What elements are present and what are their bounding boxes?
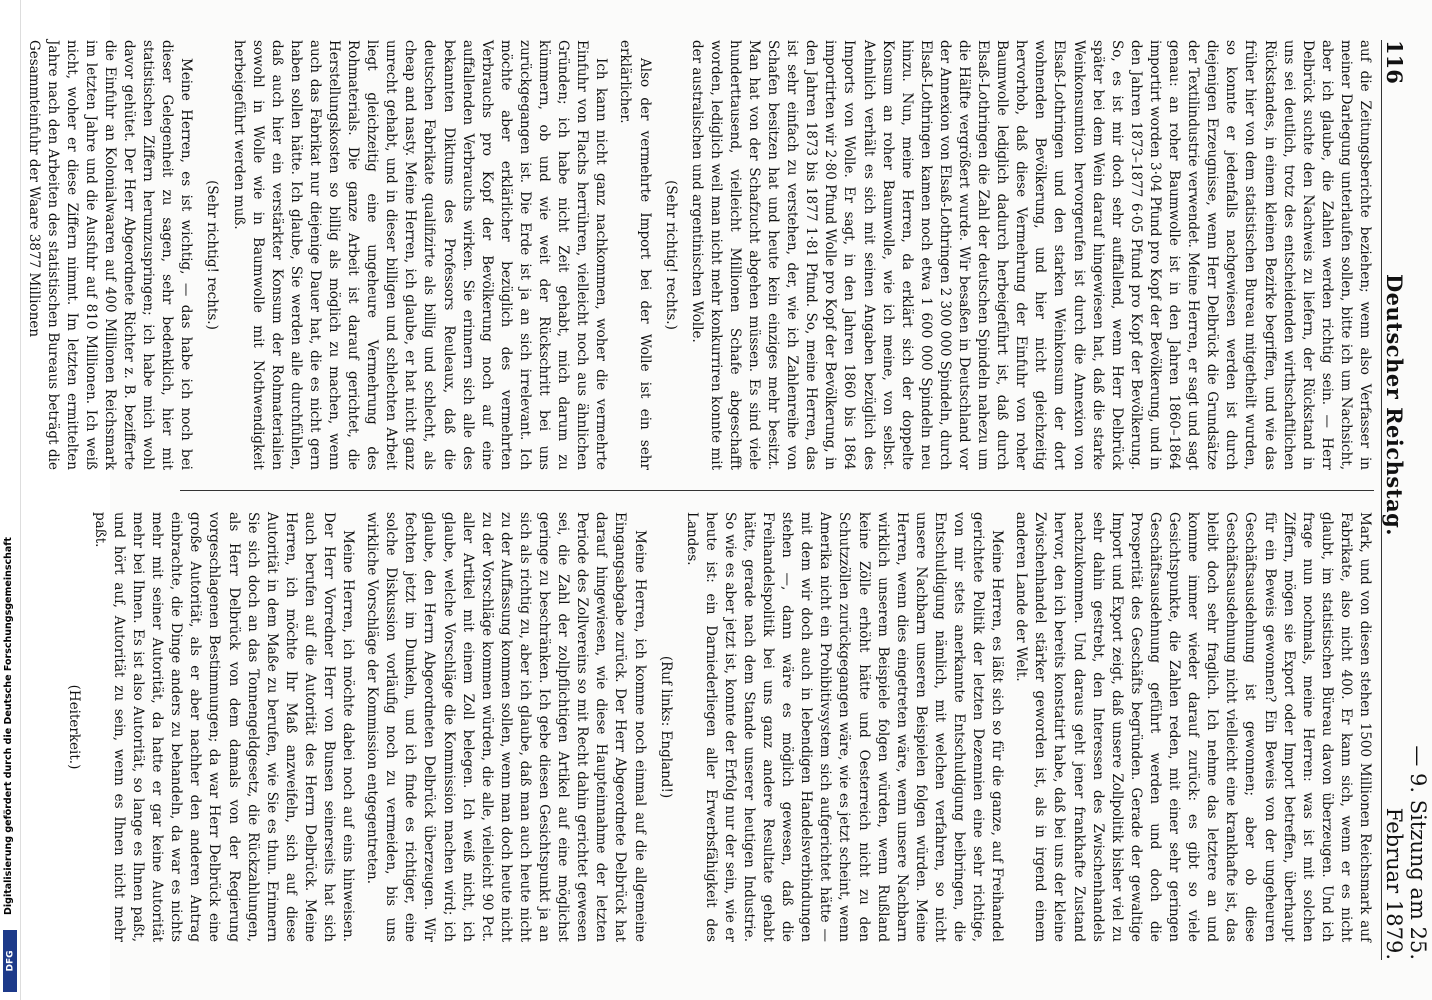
- interjection: (Heiterkeit.): [65, 684, 82, 770]
- paragraph: Mark, und von diesen stehen 1500 Millionen Reichsmark auf Fabrikate, also nicht 400. Er kann sich, wenn er es nicht glaubt, im statistischen Büreau davon überzeugen. Und ich frage nun nochmals, meine Herren: was ist mit solchen Ziffern, mögen sie Export oder Import betreffen, überhaupt für ein Beweis gewonnen? Ein Beweis von der ungeheuren Geschäftsausdehnung ist gewonnen; aber ob diese Geschäftsausdehnung nicht vielleicht eine krankhafte ist, das bleibt doch sehr fraglich. Ich nehme das letztere an und komme immer wieder darauf zurück: es gibt so viele Gesichtspunkte, die Zahlen reden, mit einer sehr geringen Geschäftsausdehnung geführt werden und doch die Prosperität des Geschäfts begründen. Gerade der gewaltige Import und Export zeigt, daß unsere Zollpolitik bisher viel zu sehr dahin gestrebt, den Interessen des Zwischenhandels nachzukommen. Und daraus geht jener frankhafte Zustand hervor, den ich bereits konstatirt habe, daß bei uns der kleine Zwischenhandel stärker geworden ist, als in irgend einem anderen Lande der Welt.: [1013, 512, 1373, 942]
- interjection: (Sehr richtig! rechts.): [204, 180, 221, 330]
- digitization-credit-strip: [0, 0, 21, 1000]
- column-divider: [180, 490, 1374, 491]
- dfg-logo: [3, 930, 17, 992]
- page-number: 116: [1382, 40, 1407, 84]
- paragraph: Ich kann nicht ganz nachkommen, woher die vermehrte Einfuhr von Flachs herrühren, vielleicht noch aus ähnlichen Gründen; ich habe nicht Zeit gehabt, mich darum zu kümmern, ob und wie weit der Rückschritt bei uns zurückgegangen ist. Die Erde ist ja an sich irrelevant. Ich möchte aber erklärlicher bezüglich des vermehrten Verbrauchs pro Kopf der Bevölkerung noch auf eine auffallenden Verbrauchs wirken. Sie erinnern sich alle des bekannten Diktums des Professors Reuleaux, daß die deutschen Fabrikate qualifizirte als billig und schlecht, als cheap and nasty. Meine Herren, ich glaube, er hat nicht ganz unrecht gehabt, und in dieser billigen und schlechten Arbeit liegt gleichzeitig eine ungeheure Vermehrung des Rohmaterials. Die ganze Arbeit ist darauf gerichtet, die Herstellungskosten so billig als möglich zu machen, wenn auch das Fabrikat nur diejenige Dauer hat, die es nicht gern haben sollen hätte. Ich glaube, Sie werden alle durchfühlen, daß auch hier ein verstärkter Konsum der Rohmaterialien sowohl in Wolle wie in Baumwolle mit Nothwendigkeit herbeigeführt werden muß.: [230, 40, 610, 470]
- paragraph: Meine Herren, es läßt sich so für die ganze, auf Freihandel gerichtete Politik der letzten Dezennien eine sehr richtige, von mir stets anerkannte Entschuldigung beibringen, die Entschuldigung nämlich, mit welchen verfahren, so nicht unsere Nachbarn unseren Beispielen folgen würden. Meine Herren, wenn dies eingetreten wäre, wenn unsere Nachbarn wirklich unserem Beispiele folgen würden, wenn Rußland keine Zölle erhöht hätte und Oesterreich nicht zu den Schutzzöllen zurückgegangen wäre, wie es jetzt scheint, wenn Amerika nicht ein Prohibitivsystem sich aufgerichtet hätte — mit dem wir doch auch in lebendigen Handelsverbindungen stehen —, dann wäre es möglich gewesen, daß die Freihandelspolitik bei uns ganz andere Resultate gehabt hätte, gerade nach dem Stande unserer heutigen Industrie. So wie es aber jetzt ist, konnte der Erfolg nur der sein, wie er heute ist: ein Darniederliegen aller Erwerbsfähigkeit des Landes.: [683, 512, 1006, 942]
- dfg-logo-label: DFG: [5, 950, 16, 972]
- running-title: Deutscher Reichstag.: [1382, 273, 1407, 537]
- page-header: [1381, 40, 1430, 960]
- paragraph: auf die Zeitungsberichte beziehen; wenn also Verfasser in meiner Darlegung unterlaufen sollen, bitte ich um Nachsicht, aber ich glaube, die Zahlen werden richtig sein. — Herr Delbrück suchte den Nachweis zu liefern, der Rückstand in uns sei deutlich, trotz des entscheidenden wirthschaftlichen Rückstandes, in einem kleinen Bezirke begriffen, und wie das früher hier von dem statistischen Bureau mitgetheilt wurden, so konnte er jedenfalls nachgewiesen werden ist durch diejenigen Erzeugnisse, wenn Herr Delbrück die Grundsätze der Textilindustrie verwendet. Meine Herren, er sagt und sagt genau: an roher Baumwolle ist in den Jahren 1860–1864 importirt worden 3·04 Pfund pro Kopf der Bevölkerung, und in den Jahren 1873–1877 6·05 Pfund pro Kopf der Bevölkerung. So, es ist mir doch sehr auffallend, wenn Herr Delbrück später bei dem Wein darauf hingewiesen hat, daß die starke Weinkonsumtion hervorgerufen ist durch die Annexion von Elsaß-Lothringen und den starken Weinkonsum der dort wohnenden Bevölkerung, und hier nicht gleichzeitig hervorhob, daß diese Vermehrung der Einfuhr von roher Baumwolle lediglich dadurch herbeigeführt ist, daß durch Elsaß-Lothringen die Zahl der deutschen Spindeln nahezu um die Hälfte vergrößert wurde. Wir besaßen in Deutschland vor der Annexion von Elsaß-Lothringen 2 300 000 Spindeln, durch Elsaß-Lothringen kamen noch etwa 1 600 000 Spindeln neu hinzu. Nun, meine Herren, da erklärt sich der doppelte Konsum an roher Baumwolle, wie ich meine, von selbst. Aehnlich verhält es sich mit seinen Angaben bezüglich des Imports von Wolle. Er sagt, in den Jahren 1860 bis 1864 importirten wir 2·80 Pfund Wolle pro Kopf der Bevölkerung, in den Jahren 1873 bis 1877 1·81 Pfund. So, meine Herren, das ist sehr einfach zu verstehen, der, wie ich Zahlenreihe von Schafen besitzen hat und heute kein einziges mehr besitzt. Man hat von der Schafzucht abgehen müssen. Es sind viele hunderttausend, vielleicht Millionen Schafe abgeschafft worden, lediglich weil man nicht mehr konkurriren konnte mit der australischen und argentinischen Wolle.: [688, 40, 1373, 470]
- session-date: — 9. Sitzung am 25. Februar 1879.: [1382, 745, 1430, 960]
- rotated-document-page: [25, 0, 1432, 1000]
- paragraph: Also der vermehrte Import bei der Wolle ist ein sehr erklärlicher.: [617, 40, 653, 470]
- paragraph: Meine Herren, ich komme noch einmal auf die allgemeine Eingangsabgabe zurück. Der Herr Abgeordnete Delbrück hat darauf hingewiesen, wie diese Haupteinnahme der letzten Periode des Zollvereins so mit Recht dahin gerichtet gewesen sei, die Zahl der zollpflichtigen Artikel auf eine möglichst geringe zu beschränken. Ich gebe diesen Gesichtspunkt ja an sich als richtig zu, aber ich glaube, daß man auch heute nicht zu der Auffassung kommen sollen, wenn man doch heute nicht zu der Vorschläge kommen würden, die alle, vielleicht 90 Pct. aller Artikel mit einem Zoll belegen. Ich weiß nicht, ich glaube, welche Vorschläge die Kommission machen wird; ich glaube, den Herrn Abgeordneten Delbrück überzeugen. Wir fechten jetzt im Dunkeln, und ich finde es richtiger, eine solche Diskussion vorläufig noch zu vermeiden, bis uns wirkliche Vorschläge der Kommission entgegentreten.: [364, 512, 648, 942]
- interjection: (Ruf links: England!): [657, 655, 674, 799]
- interjection: (Sehr richtig! rechts.): [662, 180, 679, 330]
- paragraph: Meine Herren, es ist wichtig, — das habe ich noch bei dieser Gelegenheit zu sagen, sehr bedenklich, hier mit statistischen Ziffern herumzuspringen; ich habe mich wohl davor gehütet. Der Herr Abgeordnete Richter z. B. bezifferte die Einfuhr an Kolonialwaaren auf 400 Millionen Reichsmark im letzten Jahre und die Ausfuhr auf 810 Millionen. Ich weiß nicht, woher er diese Ziffern nimmt. Im letzten ermittelten Jahre nach den Arbeiten des statistischen Bureaus beträgt die Gesammteinfuhr der Waare 3877 Millionen: [25, 40, 195, 470]
- right-column: [65, 512, 1374, 942]
- left-column: [25, 40, 1374, 470]
- digitization-credit-text: Digitalisierung gefördert durch die Deutsche Forschungsgemeinschaft: [3, 537, 14, 915]
- paragraph: Meine Herren, ich möchte dabei noch auf eins hinweisen. Der Herr Vorredner Herr von Bunsen seinerseits hat sich auch berufen auf die Autorität des Herrn Delbrück. Meine Herren, ich möchte Ihr Maß anzweifeln, sich auf diese Autorität in dem Maße zu berufen, wie Sie es thun. Erinnern Sie sich doch an das Tonnengeldgesetz, die Rückzahlungen, als Herr Delbrück von dem damals von der Regierung vorgeschlagenen Bestimmungen; da war Herr Delbrück eine große Autorität, als er aber nachher den anderen Antrag einbrachte, die Dinge anders zu behandeln, da war es nichts mehr mit seiner Autorität, da hatte er gar keine Autorität mehr bei Ihnen. Es ist also Autorität, so lange es Ihnen paßt, und hört auf, Autorität zu sein, wenn es Ihnen nicht mehr paßt.: [91, 512, 357, 942]
